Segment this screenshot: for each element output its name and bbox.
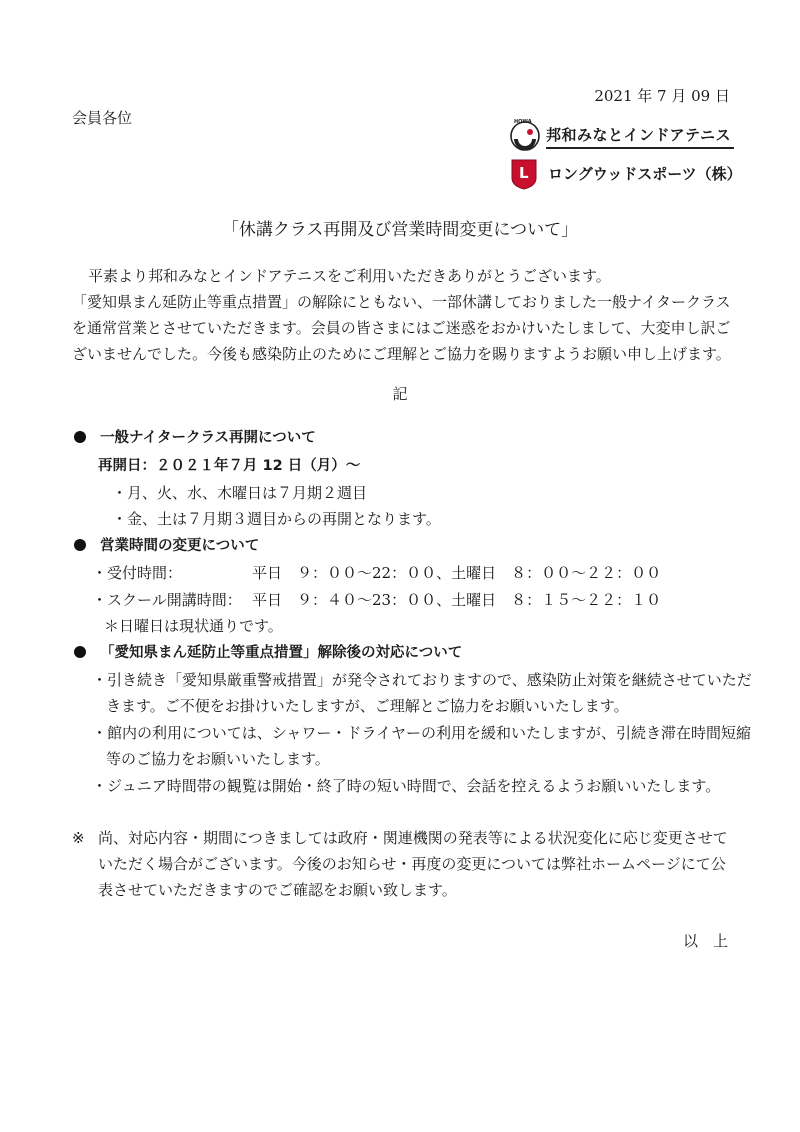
ki-mark: 記 xyxy=(392,385,408,403)
closing-mark: 以 上 xyxy=(682,932,728,950)
section2-heading-text: 営業時間の変更について xyxy=(100,538,260,554)
section3-item-1: ・引き続き「愛知県厳重警戒措置」が発令されておりますので、感染防止対策を継続させていただ xyxy=(92,671,752,689)
intro-line-4: ざいませんでした。今後も感染防止のためにご理解とご協力を賜りますようお願い申し上げます。 xyxy=(72,345,731,363)
bullet-icon xyxy=(74,431,86,443)
company-logo-howa xyxy=(510,121,732,151)
section1-heading-text: 一般ナイタークラス再開について xyxy=(100,430,316,446)
hours-label: ・スクール開講時間： xyxy=(92,591,242,609)
intro-line-2: 「愛知県まん延防止等重点措置」の解除にともない、一部休講しておりました一般ナイタークラス xyxy=(72,293,731,311)
section3-item-1-cont: きます。ご不便をお掛けいたしますが、ご理解とご協力をお願いいたします。 xyxy=(106,697,629,715)
addressee: 会員各位 xyxy=(72,109,133,127)
document-title: 「休講クラス再開及び営業時間変更について」 xyxy=(221,220,579,240)
notice-line-2: いただく場合がございます。今後のお知らせ・再度の変更については弊社ホームページにて公 xyxy=(98,855,726,873)
section3-item-3: ・ジュニア時間帯の観覧は開始・終了時の短い時間で、会話を控えるようお願いいたします。 xyxy=(92,777,721,795)
section3-item-2: ・館内の利用については、シャワー・ドライヤーの利用を緩和いたしますが、引続き滞在時間短縮 xyxy=(92,724,751,742)
section3-heading-text: 「愛知県まん延防止等重点措置」解除後の対応について xyxy=(100,645,463,661)
company1-name: 邦和みなとインドアテニス xyxy=(546,126,731,144)
section1-heading xyxy=(74,428,316,448)
hours-row-school xyxy=(92,590,661,610)
logo-underline xyxy=(546,147,734,149)
hours-value: 平日 ９：００～22：００、土曜日 ８：００～２２：００ xyxy=(252,564,662,582)
intro-line-1: 平素より邦和みなとインドアテニスをご利用いただきありがとうございます。 xyxy=(88,267,611,285)
notice-mark: ※ xyxy=(72,829,85,847)
hours-row-reception xyxy=(92,563,661,583)
company-logo-longwood xyxy=(510,158,740,190)
howa-emblem-icon xyxy=(510,121,540,151)
section1-item-2: ・金、土は７月期３週目からの再開となります。 xyxy=(112,510,441,528)
hours-label: ・受付時間： xyxy=(92,564,183,582)
howa-emblem-text: HOWA xyxy=(514,119,532,125)
restart-date: 再開日：２０２１年７月 12 日（月）～ xyxy=(98,458,361,474)
bullet-icon xyxy=(74,539,86,551)
intro-line-3: を通常営業とさせていただきます。会員の皆さまにはご迷惑をおかけいたしまして、大変申し訳ご xyxy=(72,319,731,337)
section3-item-2-cont: 等のご協力をお願いいたします。 xyxy=(106,750,330,768)
longwood-shield-letter: L xyxy=(519,164,529,182)
notice-line-1: 尚、対応内容・期間につきましては政府・関連機関の発表等による状況変化に応じ変更させて xyxy=(98,829,728,847)
sunday-note: ＊日曜日は現状通りです。 xyxy=(104,617,283,635)
hours-value: 平日 ９：４０～23：００、土曜日 ８：１５～２２：１０ xyxy=(252,591,662,609)
section3-heading xyxy=(74,643,462,663)
document-date: 2021 年 7 月 09 日 xyxy=(594,87,730,105)
company2-name: ロングウッドスポーツ（株） xyxy=(548,165,742,183)
bullet-icon xyxy=(74,646,86,658)
section1-item-1: ・月、火、水、木曜日は７月期２週目 xyxy=(112,484,368,502)
notice-line-3: 表させていただきますのでご確認をお願い致します。 xyxy=(98,881,457,899)
section2-heading xyxy=(74,536,259,556)
